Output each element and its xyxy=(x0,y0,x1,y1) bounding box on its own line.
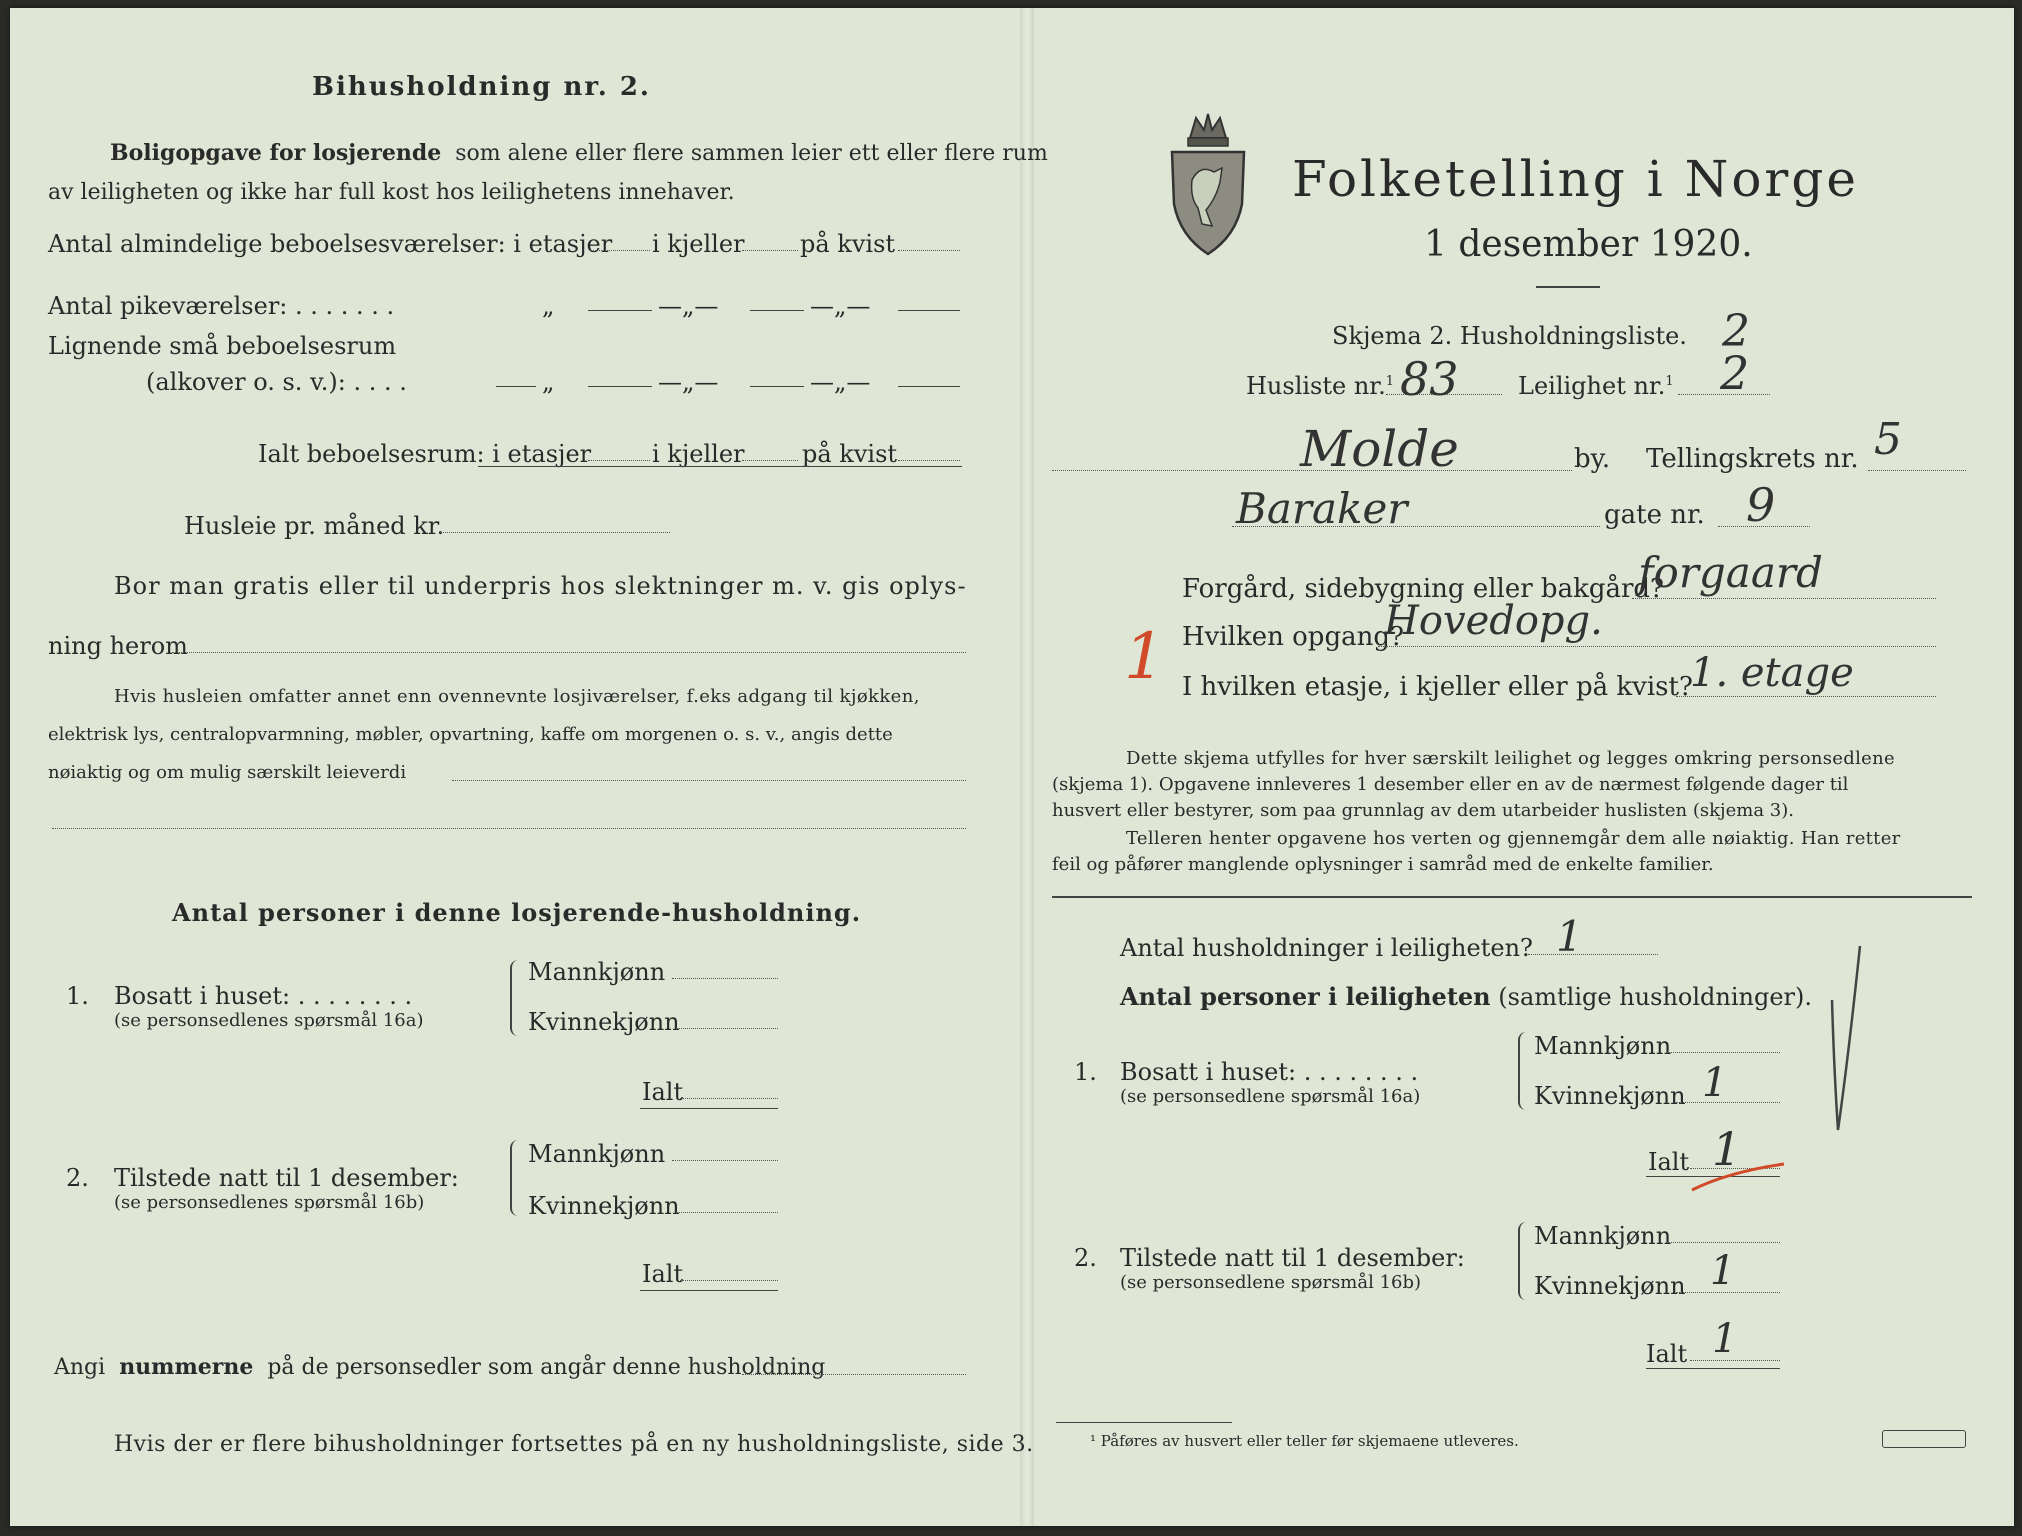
lignende-label-1: Lignende små beboelsesrum xyxy=(48,332,397,360)
forgaard-hw: forgaard xyxy=(1638,548,1823,597)
right-persons-title xyxy=(1120,982,1812,1011)
right-date: 1 desember 1920. xyxy=(1424,224,1753,265)
pike-ditto: „ xyxy=(542,292,555,320)
leilighet-label: Leilighet nr.$^1$ xyxy=(1518,372,1674,400)
right-q1-kvinne-line[interactable] xyxy=(1676,1102,1780,1103)
instr-line-3: husvert eller bestyrer, som paa grunnlag av dem utarbeider huslisten (skjema 3). xyxy=(1052,800,1794,821)
omfatter-extra-line[interactable] xyxy=(52,828,966,829)
pike-dash-2: —„— xyxy=(810,292,871,320)
right-q2-label: Tilstede natt til 1 desember: xyxy=(1120,1244,1465,1272)
footnote-rule xyxy=(1056,1422,1232,1423)
rooms-etasjer-line[interactable] xyxy=(590,250,650,251)
angi-line[interactable] xyxy=(742,1374,966,1375)
krets-line[interactable] xyxy=(1868,470,1966,471)
krets-hw: 5 xyxy=(1874,414,1902,465)
title-rule xyxy=(1536,286,1600,288)
left-q1-ialt-rule xyxy=(640,1108,778,1109)
left-q1-num: 1. xyxy=(66,982,89,1010)
left-q2-mann-line[interactable] xyxy=(672,1160,778,1161)
right-q1-kvinne-hw: 1 xyxy=(1702,1060,1728,1106)
lignende-line-2[interactable] xyxy=(750,386,804,387)
right-q2-mann: Mannkjønn xyxy=(1534,1222,1672,1250)
omfatter-line-1: Hvis husleien omfatter annet enn ovennevnte losjiværelser, f.eks adgang til kjøkken, xyxy=(114,686,920,707)
intro-bold: Boligopgave for losjerende xyxy=(110,140,442,166)
left-q2-ialt-rule xyxy=(640,1290,778,1291)
pike-label: Antal pikeværelser: . . . . . . . xyxy=(48,292,395,320)
right-q1-ialt: Ialt xyxy=(1648,1148,1690,1176)
rooms-kvist: på kvist xyxy=(800,230,896,258)
husleie-line[interactable] xyxy=(440,532,670,533)
ialt-kjeller: i kjeller xyxy=(652,440,745,468)
printer-stamp-icon xyxy=(1882,1430,1966,1448)
husholdninger-label: Antal husholdninger i leiligheten? xyxy=(1120,934,1533,962)
pike-dash-1: —„— xyxy=(658,292,719,320)
ialt-rule xyxy=(478,466,962,467)
right-q2-sub: (se personsedlene spørsmål 16b) xyxy=(1120,1272,1422,1293)
etasje-line[interactable] xyxy=(1676,696,1936,697)
persons-bold: Antal personer i leiligheten xyxy=(1120,982,1491,1011)
right-q1-mann-line[interactable] xyxy=(1666,1052,1780,1053)
krets-label: Tellingskrets nr. xyxy=(1646,444,1859,474)
left-q1-label: Bosatt i huset: . . . . . . . . xyxy=(114,982,413,1010)
right-q2-ialt: Ialt xyxy=(1646,1340,1688,1368)
by-hw: Molde xyxy=(1300,420,1459,478)
left-q2-kvinne: Kvinnekjønn xyxy=(528,1192,680,1220)
gratis-line-1: Bor man gratis eller til underpris hos slektninger m. v. gis oplys- xyxy=(114,572,967,600)
instr-line-5: feil og påfører manglende oplysninger i samråd med de enkelte familier. xyxy=(1052,854,1714,875)
skjema-label: Skjema 2. Husholdningsliste. xyxy=(1332,322,1687,350)
ialt-rooms-label: Ialt beboelsesrum: i etasjer xyxy=(258,440,592,468)
lignende-line-0[interactable] xyxy=(496,386,536,387)
left-q2-num: 2. xyxy=(66,1164,89,1192)
gratis-line[interactable] xyxy=(172,652,966,653)
right-q1-kvinne: Kvinnekjønn xyxy=(1534,1082,1686,1110)
lignende-line-1[interactable] xyxy=(588,386,652,387)
left-q2-ialt: Ialt xyxy=(642,1260,684,1288)
opgang-line[interactable] xyxy=(1378,646,1936,647)
angi-bold: nummerne xyxy=(119,1354,254,1380)
angi-text xyxy=(54,1354,825,1380)
leilighet-hw: 2 xyxy=(1720,346,1750,400)
right-q1-brace xyxy=(1518,1032,1532,1110)
page-fold xyxy=(1020,8,1034,1526)
right-q1-mann: Mannkjønn xyxy=(1534,1032,1672,1060)
rooms-label: Antal almindelige beboelsesværelser: i etasjer xyxy=(48,230,613,258)
gate-hw: Baraker xyxy=(1236,484,1408,533)
left-q2-brace xyxy=(510,1140,524,1216)
ialt-kvist: på kvist xyxy=(802,440,898,468)
lignende-label-2: (alkover o. s. v.): . . . . xyxy=(146,368,407,396)
angi-rest: på de personsedler som angår denne husholdning xyxy=(267,1355,826,1380)
omfatter-line-3: nøiaktig og om mulig særskilt leieverdi xyxy=(48,762,407,783)
left-q2-mann: Mannkjønn xyxy=(528,1140,666,1168)
intro-rest: som alene eller flere sammen leier ett eller flere rum xyxy=(455,141,1048,166)
right-q1-sub: (se personsedlene spørsmål 16a) xyxy=(1120,1086,1421,1107)
instr-rule xyxy=(1052,896,1972,898)
check-tick-icon xyxy=(1826,940,1866,1140)
left-intro xyxy=(110,140,1048,166)
gate-label: gate nr. xyxy=(1604,500,1705,530)
left-q1-sub: (se personsedlenes spørsmål 16a) xyxy=(114,1010,424,1031)
omfatter-line-2: elektrisk lys, centralopvarmning, møbler, opvartning, kaffe om morgenen o. s. v., angis dette xyxy=(48,724,893,745)
instr-line-4: Telleren henter opgavene hos verten og gjennemgår dem alle nøiaktig. Han retter xyxy=(1126,828,1901,849)
left-q1-ialt-line[interactable] xyxy=(680,1098,778,1099)
right-title: Folketelling i Norge xyxy=(1292,150,1859,208)
left-q1-mann: Mannkjønn xyxy=(528,958,666,986)
forgaard-line[interactable] xyxy=(1632,598,1936,599)
pike-line-3[interactable] xyxy=(898,310,960,311)
pike-line-2[interactable] xyxy=(750,310,804,311)
left-q2-label: Tilstede natt til 1 desember: xyxy=(114,1164,459,1192)
opgang-hw: Hovedopg. xyxy=(1384,598,1603,644)
rooms-kjeller-line[interactable] xyxy=(742,250,798,251)
footnote: ¹ Påføres av husvert eller teller før skjemaene utleveres. xyxy=(1090,1432,1519,1450)
omfatter-line[interactable] xyxy=(452,780,966,781)
rooms-kvist-line[interactable] xyxy=(898,250,960,251)
right-q1-label: Bosatt i huset: . . . . . . . . xyxy=(1120,1058,1419,1086)
red-check-mark: 1 xyxy=(1124,620,1165,694)
by-label: by. xyxy=(1574,444,1611,474)
etasje-label: I hvilken etasje, i kjeller eller på kvist? xyxy=(1182,672,1693,702)
left-title: Bihusholdning nr. 2. xyxy=(312,72,651,102)
husliste-label: Husliste nr.$^1$ xyxy=(1246,372,1395,400)
right-q2-num: 2. xyxy=(1074,1244,1097,1272)
ialt-kjeller-line[interactable] xyxy=(742,460,798,461)
flere-text: Hvis der er flere bihusholdninger fortsettes på en ny husholdningsliste, side 3. xyxy=(114,1432,1034,1457)
left-q1-kvinne-line[interactable] xyxy=(676,1028,778,1029)
husholdninger-hw: 1 xyxy=(1556,912,1583,961)
pike-line-1[interactable] xyxy=(588,310,652,311)
gratis-line-2: ning herom xyxy=(48,632,188,660)
skjema-hw: 2 xyxy=(1722,306,1750,357)
left-q1-mann-line[interactable] xyxy=(672,978,778,979)
coat-of-arms-icon xyxy=(1166,108,1250,258)
left-q2-sub: (se personsedlenes spørsmål 16b) xyxy=(114,1192,425,1213)
left-q2-ialt-line[interactable] xyxy=(680,1280,778,1281)
lignende-dash-1: —„— xyxy=(658,368,719,396)
husleie-label: Husleie pr. måned kr. xyxy=(184,512,445,540)
forgaard-label: Forgård, sidebygning eller bakgård? xyxy=(1182,574,1664,604)
left-q1-brace xyxy=(510,960,524,1036)
left-intro-line2: av leiligheten og ikke har full kost hos leilighetens innehaver. xyxy=(48,180,735,205)
ialt-etasjer-line[interactable] xyxy=(588,460,650,461)
persons-rest: (samtlige husholdninger). xyxy=(1498,983,1813,1011)
right-q2-mann-line[interactable] xyxy=(1666,1242,1780,1243)
husliste-hw: 83 xyxy=(1400,352,1459,406)
right-q2-ialt-rule xyxy=(1646,1368,1780,1369)
right-q2-kvinne-hw: 1 xyxy=(1710,1248,1736,1294)
instr-line-2: (skjema 1). Opgavene innleveres 1 desember eller en av de nærmest følgende dager til xyxy=(1052,774,1849,795)
right-q1-ialt-hw: 1 xyxy=(1712,1122,1742,1176)
husholdninger-line[interactable] xyxy=(1528,954,1658,955)
lignende-dash-2: —„— xyxy=(810,368,871,396)
left-persons-title: Antal personer i denne losjerende-husholdning. xyxy=(172,898,862,927)
etasje-hw: 1. etage xyxy=(1690,650,1854,696)
right-q2-ialt-hw: 1 xyxy=(1712,1316,1738,1362)
right-q1-num: 1. xyxy=(1074,1058,1097,1086)
right-q2-brace xyxy=(1518,1222,1532,1300)
angi-pre: Angi xyxy=(54,1355,106,1380)
left-q1-ialt: Ialt xyxy=(642,1078,684,1106)
lignende-line-3[interactable] xyxy=(898,386,960,387)
ialt-kvist-line[interactable] xyxy=(898,460,960,461)
right-q2-kvinne: Kvinnekjønn xyxy=(1534,1272,1686,1300)
instr-line-1: Dette skjema utfylles for hver særskilt leilighet og legges omkring personsedlene xyxy=(1126,748,1895,769)
red-strike-icon xyxy=(1688,1150,1788,1200)
lignende-ditto: „ xyxy=(542,368,555,396)
gate-nr-hw: 9 xyxy=(1746,478,1776,532)
rooms-kjeller: i kjeller xyxy=(652,230,745,258)
left-q1-kvinne: Kvinnekjønn xyxy=(528,1008,680,1036)
opgang-label: Hvilken opgang? xyxy=(1182,622,1404,652)
left-q2-kvinne-line[interactable] xyxy=(676,1212,778,1213)
